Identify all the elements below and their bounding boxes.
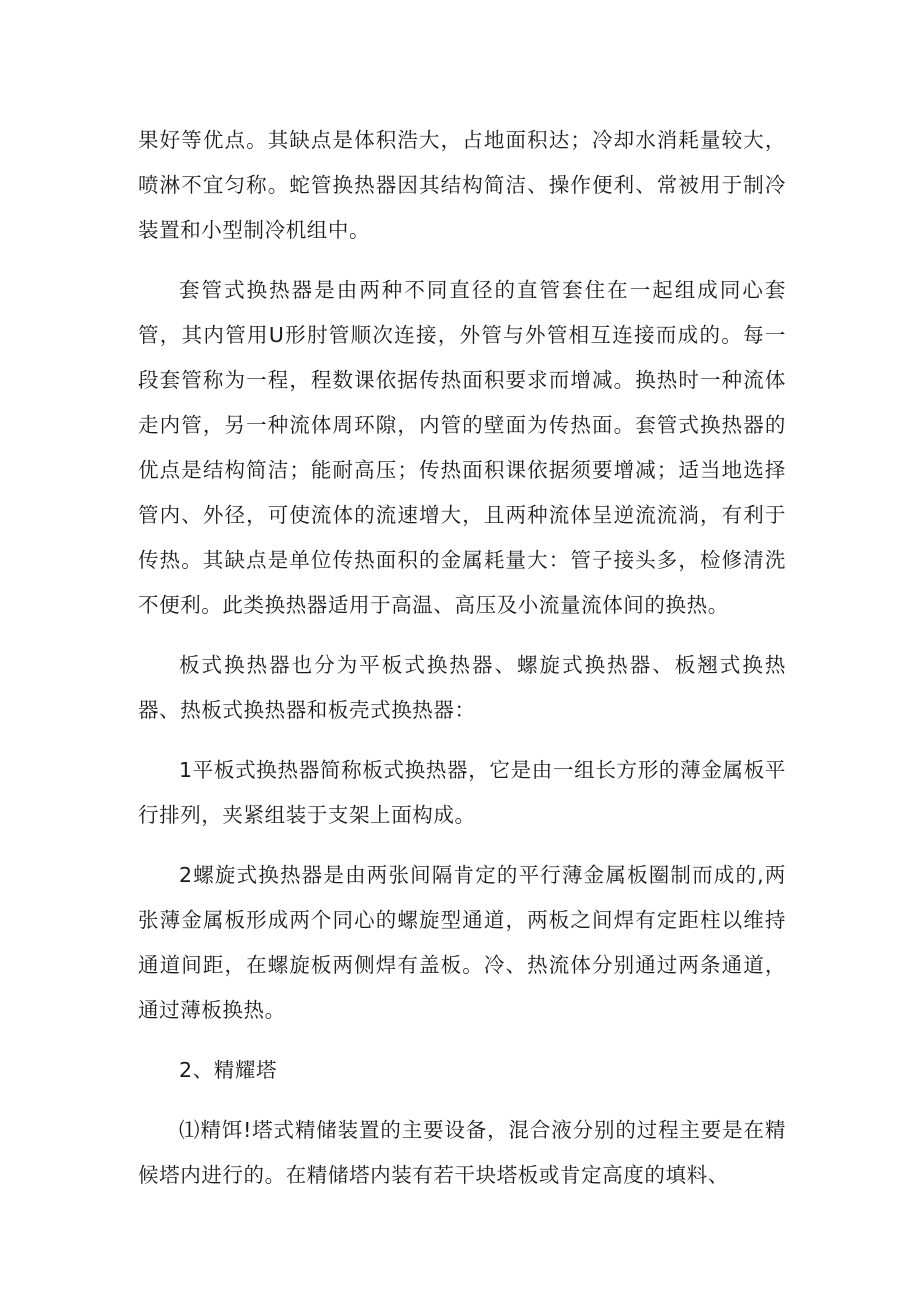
paragraph-distillation-tower: ⑴精饵!塔式精储装置的主要设备，混合液分别的过程主要是在精候塔内进行的。在精储塔内装有若干块塔板或肯定高度的填料、: [138, 1118, 786, 1187]
paragraph-spiral-exchanger: 2螺旋式换热器是由两张间隔肯定的平行薄金属板圈制而成的,两张薄金属板形成两个同心的螺旋型通道，两板之间焊有定距柱以维持通道间距，在螺旋板两侧焊有盖板。冷、热流体分别通过两条通道，通过薄板换热。: [138, 863, 786, 1022]
document-body: [138, 118, 786, 1213]
paragraph-flat-plate-exchanger: 1平板式换热器简称板式换热器，它是由一组长方形的薄金属板平行排列，夹紧组装于支架上面构成。: [138, 758, 786, 827]
section-heading: 2、精耀塔: [179, 1058, 278, 1082]
paragraph-coil-exchanger-tail: 果好等优点。其缺点是体积浩大，占地面积达；冷却水消耗量较大，喷淋不宜匀称。蛇管换热器因其结构简洁、操作便利、常被用于制冷装置和小型制冷机组中。: [138, 128, 786, 242]
paragraph-double-pipe-exchanger: 套管式换热器是由两种不同直径的直管套住在一起组成同心套管，其内管用U形肘管顺次连接，外管与外管相互连接而成的。每一段套管称为一程，程数课依据传热面积要求而增减。换热时一种流体走内管，另一种流体周环隙，内管的壁面为传热面。套管式换热器的优点是结构简洁；能耐高压；传热面积课依据须要增减；适当地选择管内、外径，可使流体的流速增大，且两种流体呈逆流流淌，有利于传热。其缺点是单位传热面积的金属耗量大：管子接头多，检修清洗不便利。此类换热器适用于高温、高压及小流量流体间的换热。: [138, 278, 786, 617]
paragraph-plate-exchanger-intro: 板式换热器也分为平板式换热器、螺旋式换热器、板翘式换热器、热板式换热器和板壳式换热器：: [138, 653, 786, 722]
